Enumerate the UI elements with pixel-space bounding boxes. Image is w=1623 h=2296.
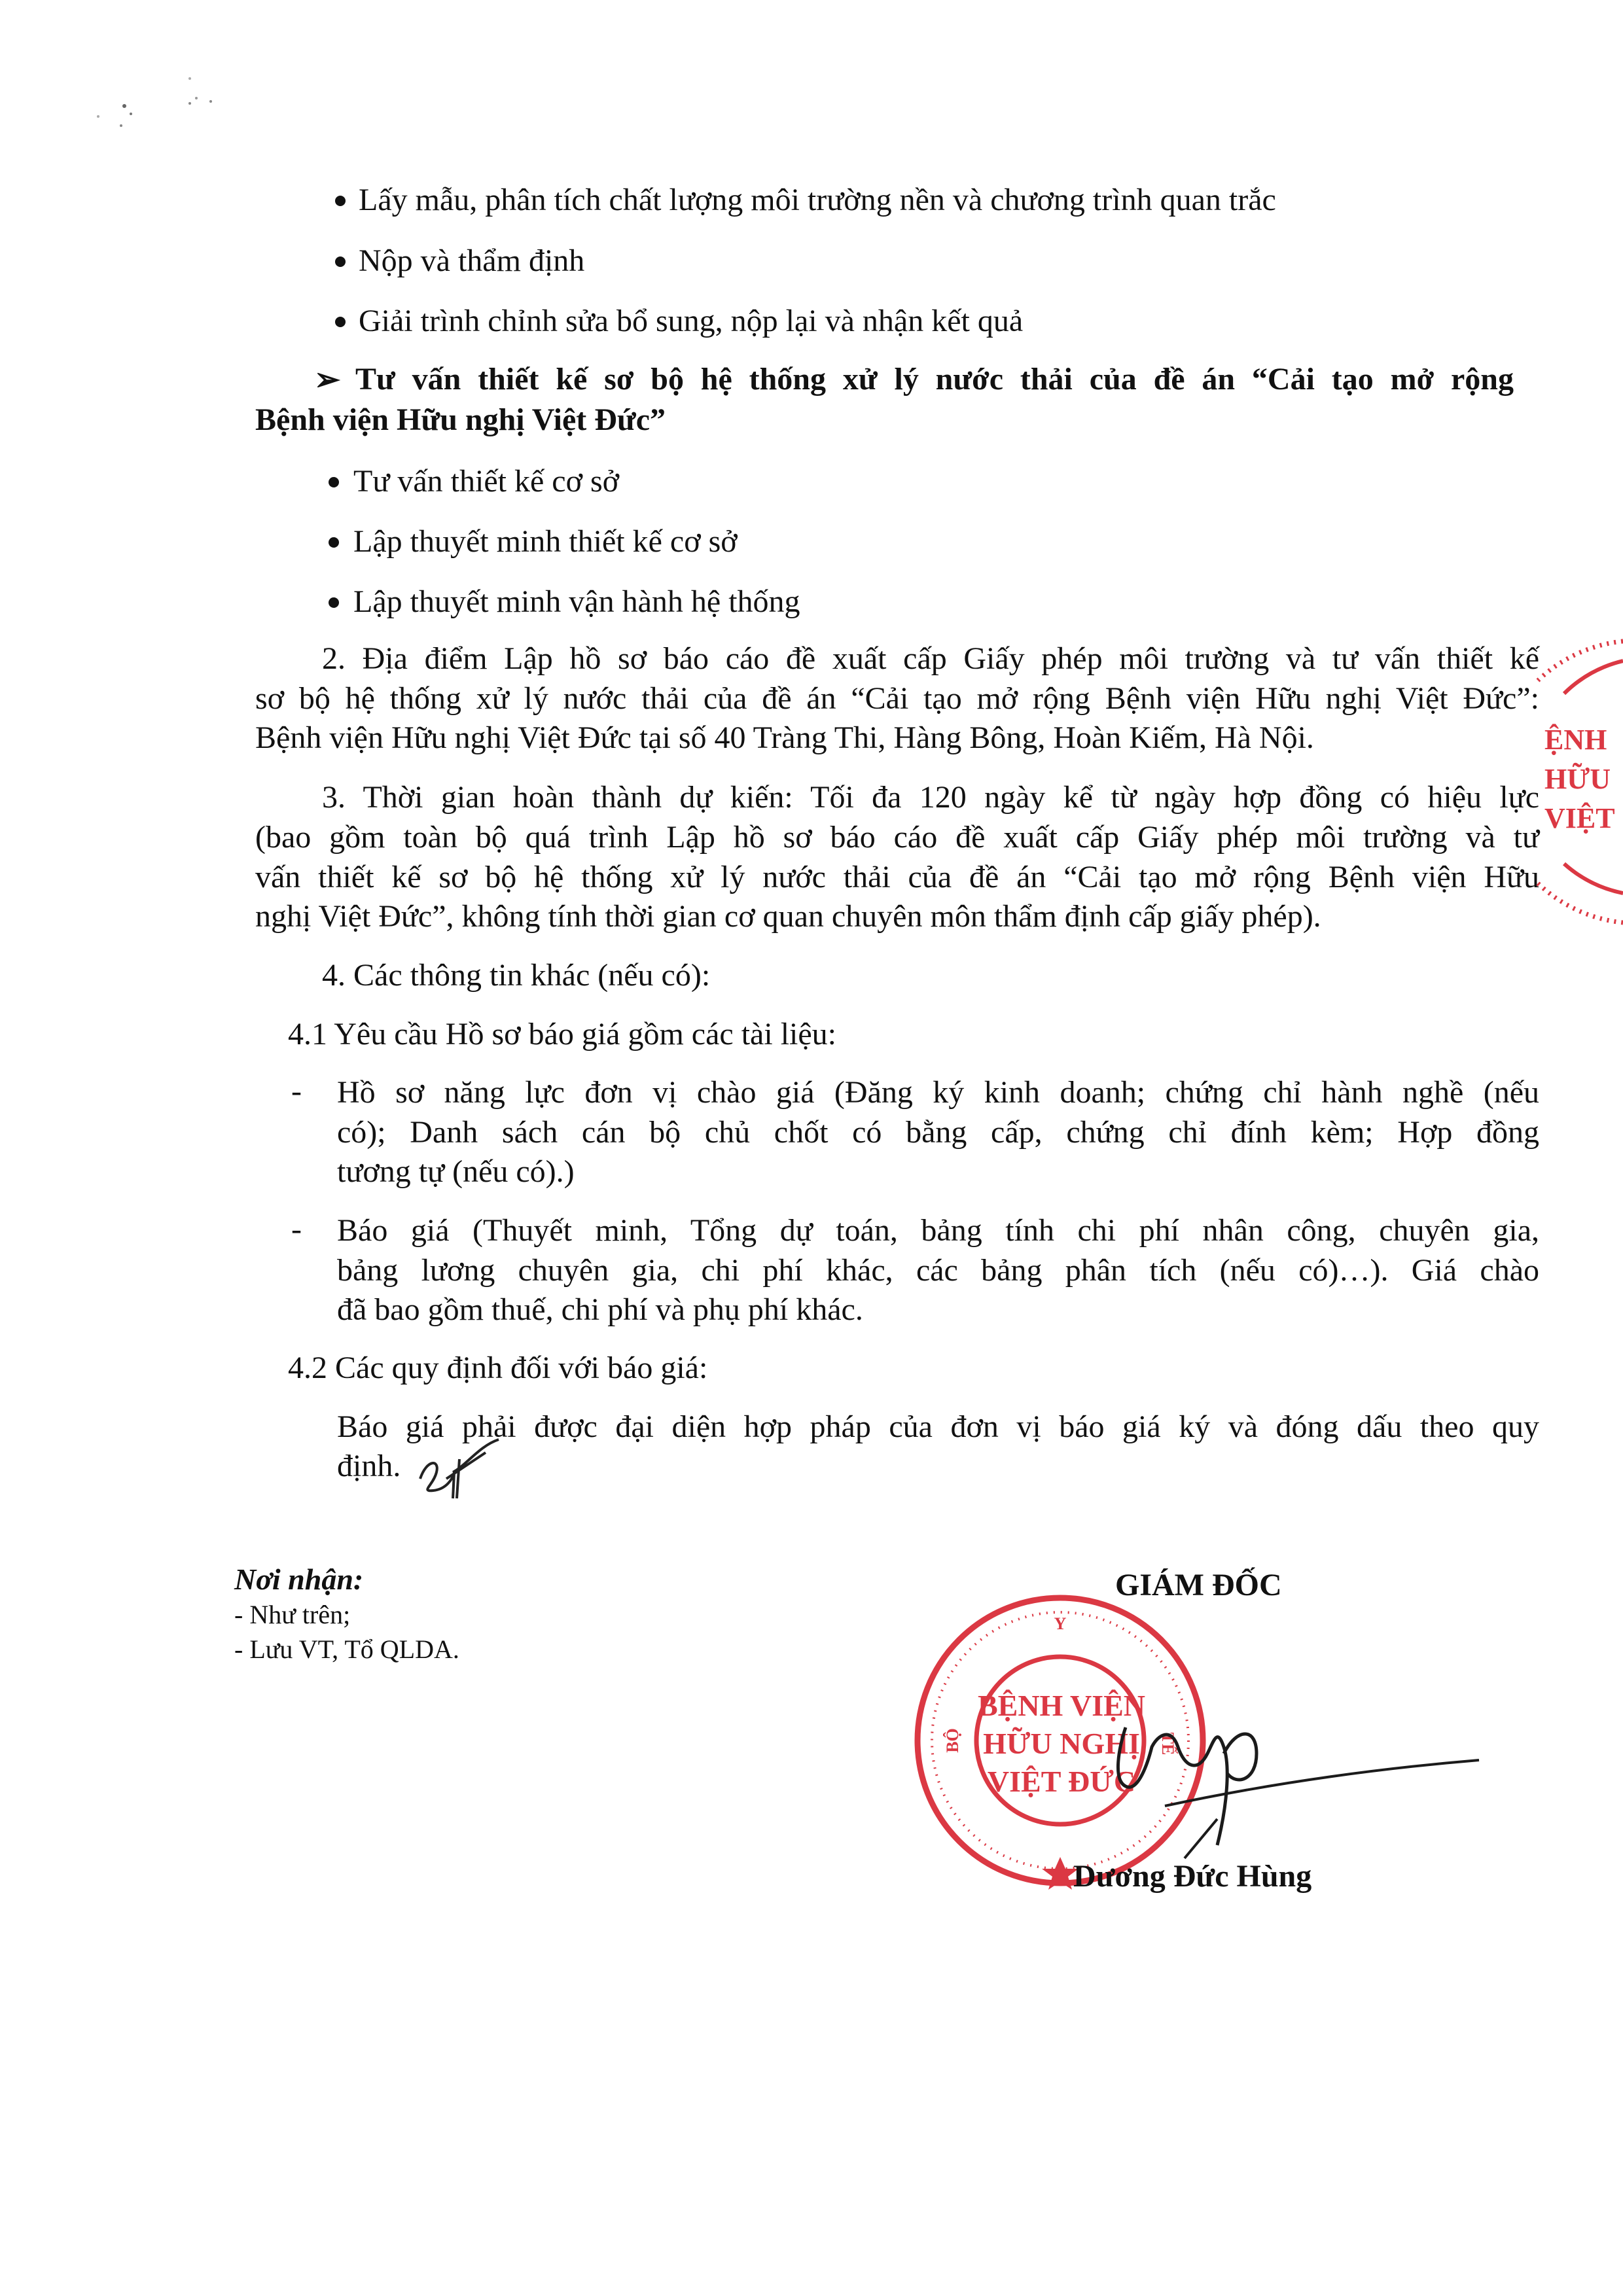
scan-specks [59,65,229,144]
edge-stamp-line: VIỆT [1544,802,1615,834]
section3-line: 3. Thời gian hoàn thành dự kiến: Tối đa 120 ngày kể từ ngày hợp đồng có hiệu lực [322,780,1539,815]
bullet-icon [335,256,346,267]
recipient-item: - Lưu VT, Tổ QLDA. [234,1634,459,1664]
edge-seal-stamp [1525,635,1623,936]
director-signature [1086,1688,1505,1871]
arrow-bullet-icon: ➢ [314,362,341,397]
bullet-item: Tư vấn thiết kế cơ sở [353,464,620,499]
section41-item-line: tương tự (nếu có).) [337,1154,575,1189]
section3-line: vấn thiết kế sơ bộ hệ thống xử lý nước thải của đề án “Cải tạo mở rộng Bệnh viện Hữu [255,860,1539,894]
bullet-icon [329,537,339,548]
recipient-item: - Như trên; [234,1600,351,1629]
signer-position: GIÁM ĐỐC [1115,1568,1282,1602]
section41-item-line: Báo giá (Thuyết minh, Tổng dự toán, bảng tính chi phí nhân công, chuyên gia, [337,1213,1539,1248]
section2-line: sơ bộ hệ thống xử lý nước thải của đề án “Cải tạo mở rộng Bệnh viện Hữu nghị Việt Đức”: [255,681,1539,716]
section4-heading: 4. Các thông tin khác (nếu có): [322,958,711,993]
section42-body-line: Báo giá phải được đại diện hợp pháp của đơn vị báo giá ký và đóng dấu theo quy [337,1409,1539,1444]
section2-line: Bệnh viện Hữu nghị Việt Đức tại số 40 Tràng Thi, Hàng Bông, Hoàn Kiếm, Hà Nội. [255,720,1314,755]
bullet-item: Nộp và thẩm định [359,243,585,278]
section41-heading: 4.1 Yêu cầu Hồ sơ báo giá gồm các tài liệu: [288,1017,837,1051]
edge-stamp-line: ỆNH [1544,724,1607,756]
bullet-icon [329,477,339,487]
recipients-title: Nơi nhận: [234,1563,364,1596]
stamp-left-mark: BỘ [943,1728,962,1753]
stamp-line: BỆNH VIỆN [977,1689,1146,1722]
section41-item-line: Hồ sơ năng lực đơn vị chào giá (Đăng ký kinh doanh; chứng chỉ hành nghề (nếu [337,1075,1539,1110]
section2-line: 2. Địa điểm Lập hồ sơ báo cáo đề xuất cấp Giấy phép môi trường và tư vấn thiết kế [322,641,1539,676]
bullet-item: Lấy mẫu, phân tích chất lượng môi trường nền và chương trình quan trắc [359,183,1276,217]
initials-signature [414,1433,505,1505]
section41-item-line: đã bao gồm thuế, chi phí và phụ phí khác. [337,1292,863,1327]
section42-heading: 4.2 Các quy định đối với báo giá: [288,1351,708,1385]
edge-stamp-line: HỮU [1544,763,1611,795]
bullet-item: Lập thuyết minh thiết kế cơ sở [353,524,738,559]
bullet-icon [335,196,346,206]
stamp-line: VIỆT ĐỨC [987,1765,1136,1798]
dash-marker: - [291,1212,302,1246]
section41-item-line: có); Danh sách cán bộ chủ chốt có bằng cấp, chứng chỉ đính kèm; Hợp đồng [337,1115,1539,1150]
stamp-right-mark: TẾ [1158,1732,1177,1756]
bullet-item: Giải trình chỉnh sửa bổ sung, nộp lại và nhận kết quả [359,304,1024,338]
section3-line: nghị Việt Đức”, không tính thời gian cơ quan chuyên môn thẩm định cấp giấy phép). [255,899,1321,934]
stamp-line: HỮU NGHỊ [983,1727,1140,1760]
section42-body-line: định. [337,1449,401,1483]
stamp-top-mark: Y [1054,1614,1067,1633]
bullet-item: Lập thuyết minh vận hành hệ thống [353,584,800,619]
bullet-icon [329,597,339,608]
dash-marker: - [291,1074,302,1108]
design-heading-line: Bệnh viện Hữu nghị Việt Đức” [255,402,666,437]
signer-name: Dương Đức Hùng [1073,1859,1312,1894]
bullet-icon [335,317,346,327]
section41-item-line: bảng lương chuyên gia, chi phí khác, các bảng phân tích (nếu có)…). Giá chào [337,1253,1539,1288]
design-heading-line: Tư vấn thiết kế sơ bộ hệ thống xử lý nước thải của đề án “Cải tạo mở rộng [355,362,1514,397]
section3-line: (bao gồm toàn bộ quá trình Lập hồ sơ báo cáo đề xuất cấp Giấy phép môi trường và tư [255,820,1539,855]
